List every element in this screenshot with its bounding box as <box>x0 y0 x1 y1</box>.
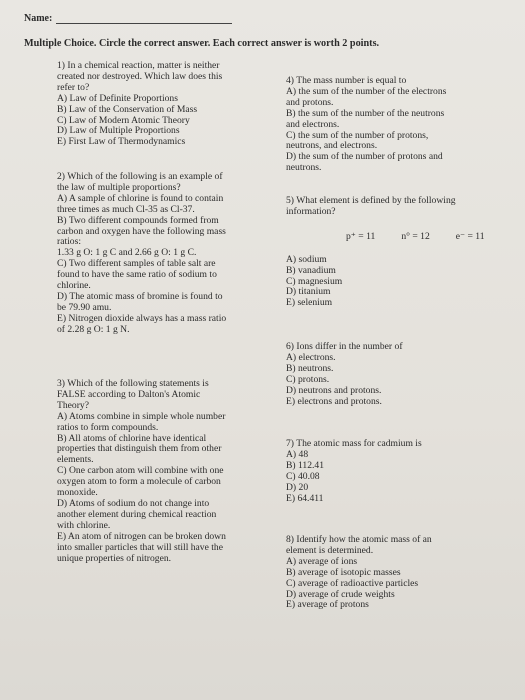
option-line: unique properties of nitrogen. <box>57 552 172 564</box>
question-3-stem-line: FALSE according to Dalton's Atomic <box>57 388 201 400</box>
question-5-stem-line: 5) What element is defined by the following <box>286 195 456 206</box>
question-7-option-c[interactable]: C) 40.08 <box>286 470 320 482</box>
question-7-option-e[interactable]: E) 64.411 <box>286 492 324 504</box>
question-4-option-a[interactable] <box>286 87 446 109</box>
option-line: into smaller particles that will still have the <box>57 541 223 553</box>
question-5-option-e[interactable]: E) selenium <box>286 297 333 309</box>
question-6-option-c[interactable]: C) protons. <box>286 373 330 385</box>
question-6-option-a[interactable]: A) electrons. <box>286 351 336 363</box>
question-7-option-a[interactable]: A) 48 <box>286 448 309 460</box>
question-7 <box>286 439 422 504</box>
option-line: D) Atoms of sodium do not change into <box>57 497 210 509</box>
option-line: and protons. <box>286 96 334 108</box>
question-8-option-a[interactable]: A) average of ions <box>286 555 358 567</box>
option-line: B) All atoms of chlorine have identical <box>57 432 207 444</box>
question-8-option-d[interactable]: D) average of crude weights <box>286 588 395 600</box>
question-7-option-d[interactable]: D) 20 <box>286 481 309 493</box>
question-7-option-b[interactable]: B) 112.41 <box>286 459 325 471</box>
question-8 <box>286 535 432 611</box>
option-line: D) the sum of the number of protons and <box>286 151 443 163</box>
question-1 <box>57 61 222 148</box>
question-2-option-e[interactable] <box>57 314 226 336</box>
question-3-option-d[interactable] <box>57 499 226 532</box>
name-row <box>24 13 232 24</box>
name-blank-line[interactable] <box>56 14 232 24</box>
question-1-stem-line: created nor destroyed. Which law does this <box>57 70 223 82</box>
option-line: and electrons. <box>286 118 340 130</box>
question-6-stem-line: 6) Ions differ in the number of <box>286 341 403 352</box>
question-4 <box>286 76 446 174</box>
question-5-option-c[interactable]: C) magnesium <box>286 275 343 287</box>
question-8-option-e[interactable]: E) average of protons <box>286 599 369 611</box>
question-6-option-b[interactable]: B) neutrons. <box>286 362 334 374</box>
electron-count: e⁻ = 11 <box>455 230 485 242</box>
option-line: E) An atom of nitrogen can be broken down <box>57 530 226 542</box>
option-line: A) the sum of the number of the electrons <box>286 85 447 97</box>
question-7-stem-line: 7) The atomic mass for cadmium is <box>286 438 422 449</box>
question-2-stem-line: 2) Which of the following is an example of <box>57 171 223 182</box>
question-5 <box>286 196 485 309</box>
question-1-stem-line: refer to? <box>57 81 90 93</box>
question-8-stem-line: 8) Identify how the atomic mass of an <box>286 534 432 545</box>
question-1-option-a[interactable]: A) Law of Definite Proportions <box>57 92 178 104</box>
option-line: properties that distinguish them from other <box>57 443 222 455</box>
question-6 <box>286 342 403 407</box>
question-4-option-d[interactable] <box>286 152 446 174</box>
option-line: oxygen atom to form a molecule of carbon <box>57 476 221 488</box>
question-3 <box>57 379 226 564</box>
question-6-option-d[interactable]: D) neutrons and protons. <box>286 384 382 396</box>
proton-count: p⁺ = 11 <box>346 230 376 242</box>
question-1-option-b[interactable]: B) Law of the Conservation of Mass <box>57 103 198 115</box>
option-line: another element during chemical reaction <box>57 508 217 520</box>
option-line: ratios: <box>57 236 81 248</box>
option-line: be 79.90 amu. <box>57 301 112 313</box>
question-5-stem-line: information? <box>286 205 336 217</box>
option-line: C) Two different samples of table salt are <box>57 258 216 270</box>
neutron-count: n° = 12 <box>401 230 430 242</box>
option-line: chlorine. <box>57 280 91 292</box>
question-1-option-d[interactable]: D) Law of Multiple Proportions <box>57 125 180 137</box>
question-3-stem-line: 3) Which of the following statements is <box>57 378 209 389</box>
question-2-option-c[interactable] <box>57 259 226 292</box>
question-3-option-b[interactable] <box>57 434 226 467</box>
name-label: Name: <box>24 13 53 24</box>
option-line: neutrons. <box>286 162 322 174</box>
option-line: three times as much Cl-35 as Cl-37. <box>57 203 195 215</box>
question-1-option-c[interactable]: C) Law of Modern Atomic Theory <box>57 114 190 126</box>
option-line: E) Nitrogen dioxide always has a mass ratio <box>57 312 227 324</box>
question-2-option-d[interactable] <box>57 292 226 314</box>
instructions: Multiple Choice. Circle the correct answer. Each correct answer is worth 2 points. <box>24 38 380 49</box>
option-line: ratios to form compounds. <box>57 421 159 433</box>
option-line: B) Two different compounds formed from <box>57 214 219 226</box>
question-3-stem-line: Theory? <box>57 399 89 411</box>
question-6-option-e[interactable]: E) electrons and protons. <box>286 395 382 407</box>
question-4-stem-line: 4) The mass number is equal to <box>286 75 407 86</box>
question-8-option-c[interactable]: C) average of radioactive particles <box>286 577 419 589</box>
question-2-option-b[interactable] <box>57 216 226 260</box>
option-line: C) the sum of the number of protons, <box>286 129 429 141</box>
question-3-option-a[interactable] <box>57 412 226 434</box>
option-line: neutrons, and electrons. <box>286 140 378 152</box>
option-line: C) One carbon atom will combine with one <box>57 465 224 477</box>
option-line: A) A sample of chlorine is found to contain <box>57 192 224 204</box>
option-line: monoxide. <box>57 487 98 499</box>
question-8-option-b[interactable]: B) average of isotopic masses <box>286 566 401 578</box>
option-line: A) Atoms combine in simple whole number <box>57 410 226 422</box>
option-line: B) the sum of the number of the neutrons <box>286 107 445 119</box>
question-5-option-d[interactable]: D) titanium <box>286 286 331 298</box>
option-line: 1.33 g O: 1 g C and 2.66 g O: 1 g C. <box>57 247 197 259</box>
question-8-stem-line: element is determined. <box>286 544 374 556</box>
question-1-stem-line: 1) In a chemical reaction, matter is neither <box>57 60 220 71</box>
particle-counts <box>346 232 485 243</box>
question-3-option-c[interactable] <box>57 466 226 499</box>
question-5-option-a[interactable]: A) sodium <box>286 253 327 265</box>
question-3-option-e[interactable] <box>57 532 226 565</box>
question-2-stem-line: the law of multiple proportions? <box>57 181 181 193</box>
question-2-option-a[interactable] <box>57 194 226 216</box>
option-line: with chlorine. <box>57 519 111 531</box>
question-5-option-b[interactable]: B) vanadium <box>286 264 336 276</box>
option-line: found to have the same ratio of sodium to <box>57 269 217 281</box>
option-line: D) The atomic mass of bromine is found to <box>57 290 223 302</box>
question-2 <box>57 172 226 336</box>
option-line: of 2.28 g O: 1 g N. <box>57 323 130 335</box>
option-line: elements. <box>57 454 94 466</box>
question-4-option-b[interactable] <box>286 109 446 131</box>
option-line: carbon and oxygen have the following mass <box>57 225 226 237</box>
question-1-option-e[interactable]: E) First Law of Thermodynamics <box>57 136 186 148</box>
question-4-option-c[interactable] <box>286 131 446 153</box>
